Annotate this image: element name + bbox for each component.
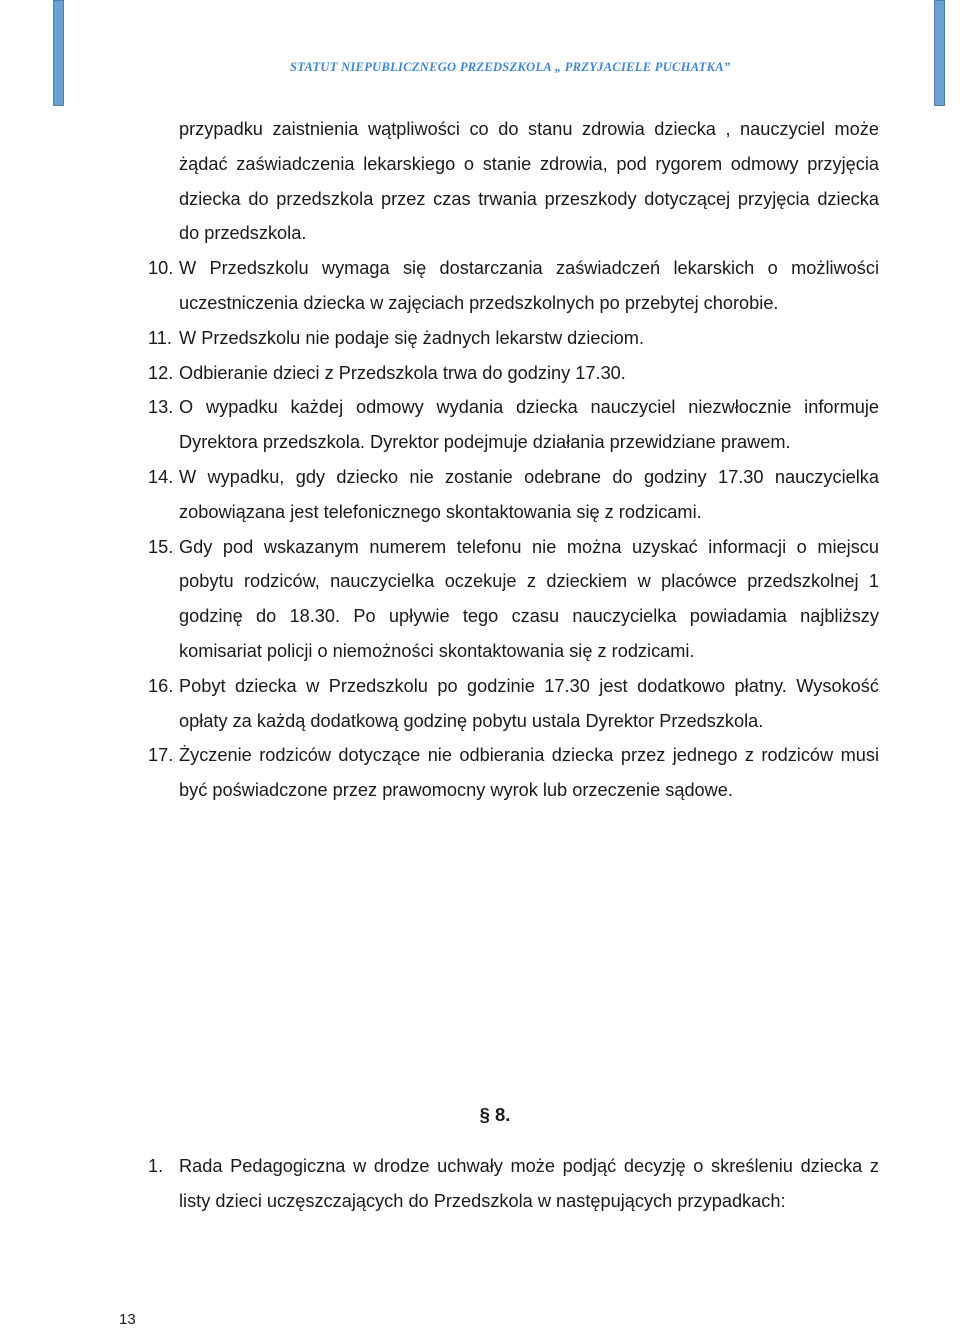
rules-list [148, 251, 879, 808]
intro-paragraph: przypadku zaistnienia wątpliwości co do stanu zdrowia dziecka , nauczyciel może żądać zaświadczenia lekarskiego o stanie zdrowia, pod rygorem odmowy przyjęcia dziecka do przedszkola przez czas trwania przeszkody dotyczącej przyjęcia dziecka do przedszkola. [179, 119, 879, 244]
list-item [148, 460, 879, 530]
header-bar-right [934, 0, 945, 106]
list-item [148, 738, 879, 808]
item-text: Odbieranie dzieci z Przedszkola trwa do godziny 17.30. [179, 362, 626, 383]
section-heading: § 8. [479, 1104, 511, 1125]
section-list [148, 1149, 879, 1219]
section-content [148, 1149, 879, 1219]
item-number: 16. [148, 675, 174, 696]
list-item [148, 321, 879, 356]
item-text: W Przedszkolu nie podaje się żadnych lekarstw dzieciom. [179, 327, 644, 348]
list-item [148, 669, 879, 739]
item-number: 13. [148, 397, 174, 418]
item-number: 12. [148, 362, 174, 383]
page-content [148, 112, 879, 808]
list-item [148, 530, 879, 669]
item-number: 11. [148, 327, 172, 348]
item-number: 15. [148, 536, 174, 557]
header-bar-left [53, 0, 64, 106]
item-number: 10. [148, 258, 174, 279]
item-number: 1. [148, 1156, 164, 1176]
page-number: 13 [119, 1311, 136, 1328]
item-text: O wypadku każdej odmowy wydania dziecka nauczyciel niezwłocznie informuje Dyrektora przedszkola. Dyrektor podejmuje działania przewidziane prawem. [179, 397, 879, 453]
document-header: STATUT NIEPUBLICZNEGO PRZEDSZKOLA „ PRZYJACIELE PUCHATKA” [290, 60, 731, 74]
item-text: Życzenie rodziców dotyczące nie odbierania dziecka przez jednego z rodziców musi być poświadczone przez prawomocny wyrok lub orzeczenie sądowe. [179, 745, 879, 801]
item-text: Gdy pod wskazanym numerem telefonu nie można uzyskać informacji o miejscu pobytu rodziców, nauczycielka oczekuje z dzieckiem w placówce przedszkolnej 1 godzinę do 18.30. Po upływie tego czasu nauczycielka powiadamia najbliższy komisariat policji o niemożności skontaktowania się z rodzicami. [179, 536, 879, 661]
list-item [148, 390, 879, 460]
item-text: Pobyt dziecka w Przedszkolu po godzinie 17.30 jest dodatkowo płatny. Wysokość opłaty za każdą dodatkową godzinę pobytu ustala Dyrektor Przedszkola. [179, 675, 879, 731]
item-number: 14. [148, 466, 174, 487]
item-text: W wypadku, gdy dziecko nie zostanie odebrane do godziny 17.30 nauczycielka zobowiązana jest telefonicznego skontaktowania się z rodzicami. [179, 466, 879, 522]
item-number: 17. [148, 745, 174, 766]
item-text: Rada Pedagogiczna w drodze uchwały może podjąć decyzję o skreśleniu dziecka z listy dzieci uczęszczających do Przedszkola w następujących przypadkach: [179, 1156, 879, 1211]
list-item [148, 356, 879, 391]
list-item [148, 251, 879, 321]
item-text: W Przedszkolu wymaga się dostarczania zaświadczeń lekarskich o możliwości uczestniczenia dziecka w zajęciach przedszkolnych po przebytej chorobie. [179, 258, 879, 313]
list-item [148, 1149, 879, 1219]
